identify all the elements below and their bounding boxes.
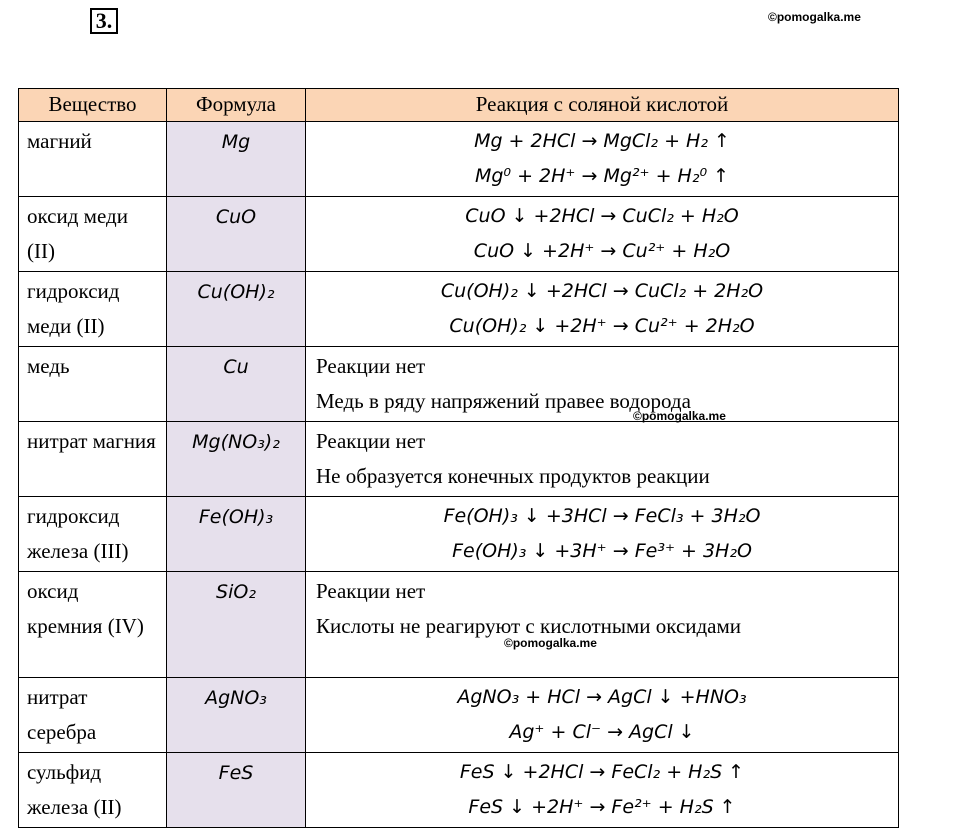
substance-cell: гидроксид железа (III) — [19, 497, 167, 572]
table-row — [19, 347, 899, 422]
formula-cell — [167, 497, 306, 572]
reaction-cell — [306, 753, 899, 828]
formula-text: SiO₂ — [216, 581, 256, 603]
reaction-line: FeS ↓ +2H⁺ → Fe²⁺ + H₂S ↑ — [468, 796, 736, 818]
table-row — [19, 122, 899, 197]
watermark-top: ©pomogalka.me — [768, 10, 861, 24]
formula-text: AgNO₃ — [205, 687, 267, 709]
watermark-bottom: ©pomogalka.me — [504, 636, 597, 650]
reaction-line: CuO ↓ +2HCl → CuCl₂ + H₂O — [465, 205, 739, 227]
formula-cell — [167, 197, 306, 272]
reaction-line: Не образуется конечных продуктов реакции — [316, 464, 710, 488]
table-row — [19, 572, 899, 678]
table-row — [19, 753, 899, 828]
table-row — [19, 422, 899, 497]
table-header-row — [19, 89, 899, 122]
reaction-cell — [306, 497, 899, 572]
reaction-line: AgNO₃ + HCl → AgCl ↓ +HNO₃ — [457, 686, 747, 708]
table-row — [19, 497, 899, 572]
reaction-line: Реакции нет — [316, 354, 426, 378]
reaction-line: Cu(OH)₂ ↓ +2HCl → CuCl₂ + 2H₂O — [440, 280, 764, 302]
watermark-middle: ©pomogalka.me — [633, 409, 726, 423]
reaction-line: Fe(OH)₃ ↓ +3HCl → FeCl₃ + 3H₂O — [443, 505, 761, 527]
reaction-cell — [306, 678, 899, 753]
reaction-line: Реакции нет — [316, 579, 426, 603]
substance-cell: магний — [19, 122, 167, 197]
formula-text: Mg(NO₃)₂ — [192, 431, 280, 453]
formula-text: Cu — [223, 356, 249, 378]
substance-cell: нитрат серебра — [19, 678, 167, 753]
formula-cell — [167, 272, 306, 347]
substance-cell: оксид кремния (IV) — [19, 572, 167, 678]
reaction-line: Mg + 2HCl → MgCl₂ + H₂ ↑ — [474, 130, 730, 152]
reaction-cell — [306, 272, 899, 347]
reaction-cell — [306, 347, 899, 422]
header-formula: Формула — [167, 89, 306, 122]
substance-cell: медь — [19, 347, 167, 422]
formula-cell — [167, 753, 306, 828]
header-substance: Вещество — [19, 89, 167, 122]
substance-cell: оксид меди (II) — [19, 197, 167, 272]
table-row — [19, 197, 899, 272]
formula-text: FeS — [218, 762, 254, 784]
formula-cell — [167, 122, 306, 197]
reaction-line: Ag⁺ + Cl⁻ → AgCl ↓ — [509, 721, 695, 743]
formula-text: Mg — [221, 131, 251, 153]
reaction-line: Fe(OH)₃ ↓ +3H⁺ → Fe³⁺ + 3H₂O — [452, 540, 752, 562]
reaction-line: Кислоты не реагируют с кислотными оксидами — [316, 614, 742, 638]
formula-cell — [167, 678, 306, 753]
header-reaction: Реакция с соляной кислотой — [306, 89, 899, 122]
reaction-line: Cu(OH)₂ ↓ +2H⁺ → Cu²⁺ + 2H₂O — [449, 315, 755, 337]
reaction-cell — [306, 572, 899, 678]
formula-text: CuO — [215, 206, 257, 228]
reactions-table — [18, 88, 899, 828]
formula-cell — [167, 422, 306, 497]
reaction-line: Mg⁰ + 2H⁺ → Mg²⁺ + H₂⁰ ↑ — [474, 165, 730, 187]
task-number: 3. — [90, 8, 118, 34]
substance-cell: нитрат магния — [19, 422, 167, 497]
reaction-cell — [306, 422, 899, 497]
table-row — [19, 678, 899, 753]
reaction-line: Реакции нет — [316, 429, 426, 453]
table-row — [19, 272, 899, 347]
reaction-line: CuO ↓ +2H⁺ → Cu²⁺ + H₂O — [473, 240, 731, 262]
reaction-cell — [306, 197, 899, 272]
formula-cell — [167, 572, 306, 678]
formula-text: Cu(OH)₂ — [197, 281, 275, 303]
formula-cell — [167, 347, 306, 422]
substance-cell: сульфид железа (II) — [19, 753, 167, 828]
reaction-cell — [306, 122, 899, 197]
reaction-line: Медь в ряду напряжений правее водорода — [316, 389, 691, 413]
formula-text: Fe(OH)₃ — [198, 506, 274, 528]
substance-cell: гидроксид меди (II) — [19, 272, 167, 347]
reaction-line: FeS ↓ +2HCl → FeCl₂ + H₂S ↑ — [459, 761, 745, 783]
